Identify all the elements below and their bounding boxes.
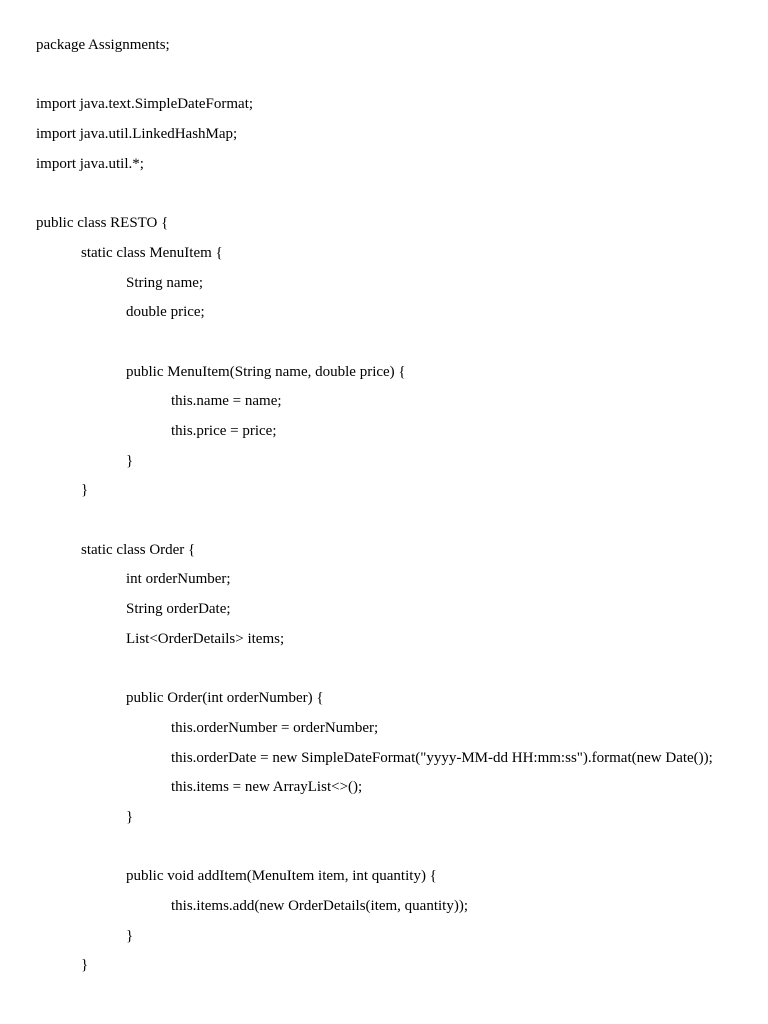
code-line: public void addItem(MenuItem item, int quantity) { (126, 868, 437, 885)
code-line: this.items = new ArrayList<>(); (171, 779, 363, 796)
code-line: import java.util.*; (36, 155, 144, 172)
code-line: public MenuItem(String name, double price) { (126, 363, 406, 380)
code-line: this.name = name; (171, 393, 282, 410)
code-line: } (81, 482, 89, 499)
blank-line (36, 61, 756, 91)
blank-line (36, 328, 756, 358)
code-line: import java.text.SimpleDateFormat; (36, 96, 254, 113)
code-line: List<OrderDetails> items; (126, 630, 285, 647)
code-line: static class Order { (81, 541, 196, 558)
code-line: String name; (126, 274, 204, 291)
code-line: this.items.add(new OrderDetails(item, quantity)); (171, 897, 469, 914)
code-line: this.orderDate = new SimpleDateFormat("yyyy-MM-dd HH:mm:ss").format(new Date()); (171, 749, 713, 766)
blank-line (36, 506, 756, 536)
code-line: import java.util.LinkedHashMap; (36, 126, 238, 143)
code-line: String orderDate; (126, 601, 231, 618)
blank-line (36, 833, 756, 863)
code-line: public class RESTO { (36, 215, 169, 232)
blank-line (36, 179, 756, 209)
code-line: double price; (126, 304, 205, 321)
code-line: public Order(int orderNumber) { (126, 690, 324, 707)
document-body (36, 31, 756, 981)
code-line: } (126, 808, 134, 825)
code-line: this.orderNumber = orderNumber; (171, 719, 379, 736)
code-line: static class MenuItem { (81, 244, 223, 261)
code-line: } (81, 957, 89, 974)
code-line: this.price = price; (171, 422, 277, 439)
code-line: } (126, 452, 134, 469)
blank-line (36, 654, 756, 684)
code-line: int orderNumber; (126, 571, 231, 588)
code-line: } (126, 927, 134, 944)
code-line: package Assignments; (36, 37, 170, 53)
